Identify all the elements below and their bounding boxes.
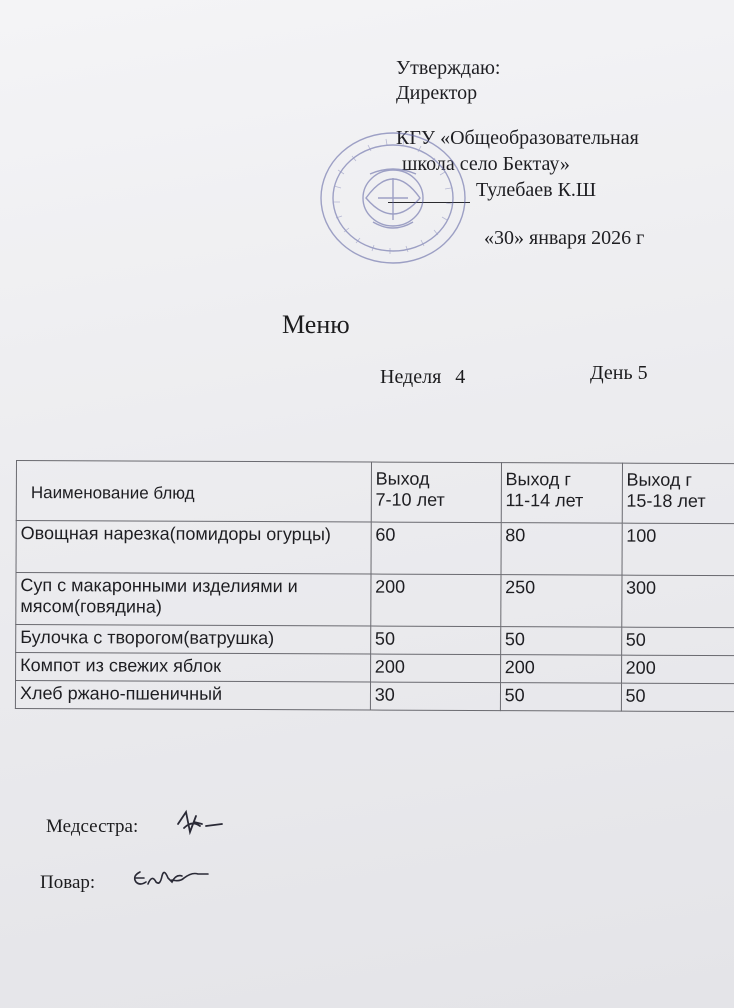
director-name: Тулебаев К.Ш xyxy=(476,179,597,201)
org-name-line2: школа село Бектау» xyxy=(402,153,570,175)
header-line: Выход xyxy=(375,468,430,489)
official-seal-stamp xyxy=(318,130,468,266)
table-header-row xyxy=(16,461,734,524)
header-line: 11-14 лет xyxy=(505,490,584,511)
output-11-14: 50 xyxy=(500,683,621,712)
dish-name: Булочка с творогом(ватрушка) xyxy=(16,625,371,655)
dish-name: Овощная нарезка(помидоры огурцы) xyxy=(16,521,371,575)
table-row xyxy=(16,521,734,576)
output-15-18: 50 xyxy=(621,683,734,712)
week-indicator xyxy=(380,366,465,389)
header-output-15-18 xyxy=(622,463,734,524)
header-line: 7-10 лет xyxy=(375,489,445,510)
director-position: Директор xyxy=(396,82,478,104)
output-7-10: 200 xyxy=(370,654,500,683)
menu-table xyxy=(15,460,734,712)
output-15-18: 200 xyxy=(621,655,734,684)
output-15-18: 100 xyxy=(622,523,734,576)
approval-date: «30» января 2026 г xyxy=(484,227,645,249)
output-7-10: 30 xyxy=(370,682,500,711)
header-line: Выход г xyxy=(626,469,692,490)
output-15-18: 300 xyxy=(621,575,734,628)
output-11-14: 80 xyxy=(501,523,622,576)
table-row xyxy=(16,625,734,656)
output-15-18: 50 xyxy=(621,627,734,656)
header-output-11-14 xyxy=(501,463,622,524)
org-name-line1: КГУ «Общеобразовательная xyxy=(396,127,639,149)
nurse-label: Медсестра: xyxy=(46,816,139,837)
menu-title: Меню xyxy=(282,310,350,339)
table-row xyxy=(15,681,734,712)
output-11-14: 200 xyxy=(500,655,621,684)
output-7-10: 200 xyxy=(371,574,501,627)
header-output-7-10 xyxy=(371,462,501,523)
nurse-signature xyxy=(170,802,226,842)
output-11-14: 50 xyxy=(500,627,621,656)
cook-signature xyxy=(128,862,212,896)
cook-label: Повар: xyxy=(40,872,96,893)
approval-block xyxy=(396,56,645,249)
header-line: Выход г xyxy=(505,469,572,490)
header-dish-name: Наименование блюд xyxy=(16,461,371,523)
output-11-14: 250 xyxy=(500,575,621,628)
week-number: 4 xyxy=(455,366,466,388)
day-indicator: День 5 xyxy=(590,362,648,384)
dish-name: Хлеб ржано-пшеничный xyxy=(15,681,370,711)
header-line: 15-18 лет xyxy=(626,490,706,512)
output-7-10: 50 xyxy=(370,626,500,655)
dish-name: Суп с макаронными изделиями и мясом(говядина) xyxy=(16,573,371,627)
output-7-10: 60 xyxy=(371,522,501,575)
week-label: Неделя xyxy=(380,366,442,388)
dish-name: Компот из свежих яблок xyxy=(16,653,371,683)
table-row xyxy=(16,573,734,628)
table-row xyxy=(16,653,734,684)
approve-label: Утверждаю: xyxy=(396,57,501,79)
